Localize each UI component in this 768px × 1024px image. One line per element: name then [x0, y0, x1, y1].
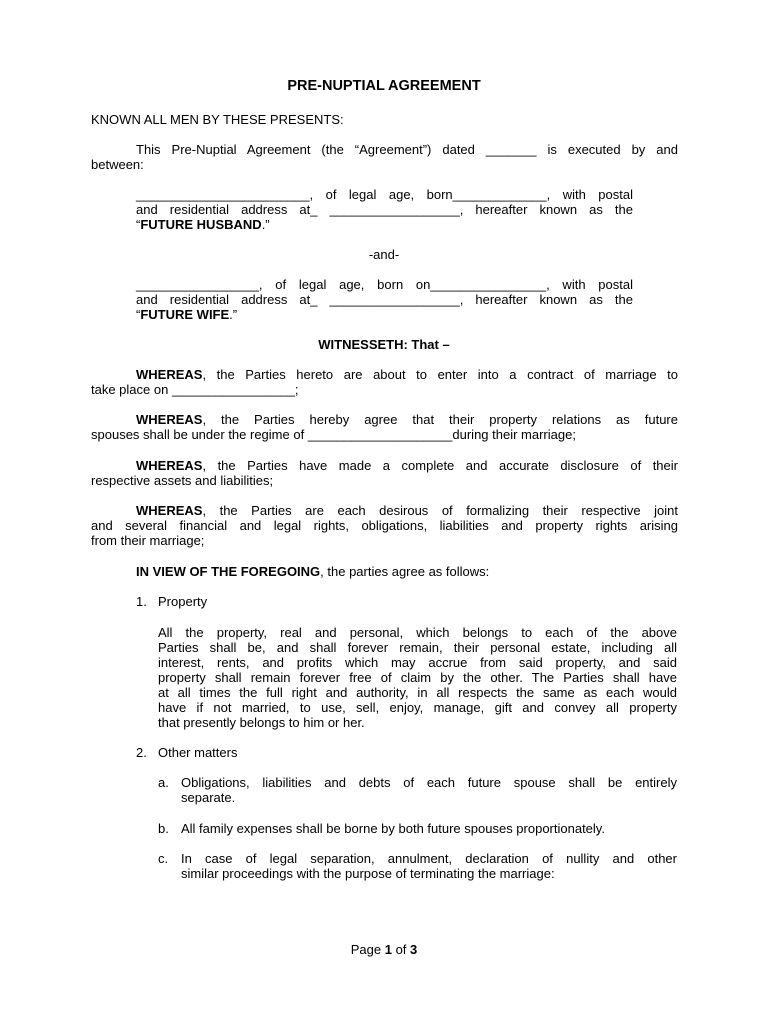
section-1-number: 1. [136, 594, 147, 609]
and-separator: -and- [368, 247, 400, 262]
in-view-line: IN VIEW OF THE FOREGOING, the parties agree as follows: [136, 564, 490, 579]
husband-line-3: “FUTURE HUSBAND.” [136, 217, 270, 232]
whereas-clause-2: WHEREAS, the Parties hereby agree that their property relations as future spouses shall be under the regime of ____________________during their marriage; [91, 412, 678, 442]
section-1-heading: Property [158, 594, 208, 609]
section-2-number: 2. [136, 745, 147, 760]
item-a-letter: a. [158, 775, 169, 790]
item-a-text: Obligations, liabilities and debts of each future spouse shall be entirely separate. [181, 775, 677, 805]
total-pages: 3 [410, 942, 418, 957]
husband-line-1: ________________________, of legal age, born_____________, with postal [136, 187, 633, 202]
wife-line-3: “FUTURE WIFE.” [136, 307, 238, 322]
opening-line: KNOWN ALL MEN BY THESE PRESENTS: [91, 112, 344, 127]
item-b-text: All family expenses shall be borne by both future spouses proportionately. [181, 821, 605, 836]
item-c-letter: c. [158, 851, 169, 866]
wife-line-2: and residential address at_ __________________, hereafter known as the [136, 292, 633, 307]
husband-block [136, 187, 633, 232]
future-wife-label: FUTURE WIFE [140, 307, 230, 322]
whereas-clause-3: WHEREAS, the Parties have made a complete and accurate disclosure of their respective assets and liabilities; [91, 458, 678, 488]
intro-line-1: This Pre-Nuptial Agreement (the “Agreement”) dated _______ is executed by and [136, 142, 678, 157]
page-number-footer: Page 1 of 3 [350, 942, 418, 957]
whereas-clause-4: WHEREAS, the Parties are each desirous of formalizing their respective joint and several financial and legal rights, obligations, liabilities and property rights arising from their marriage; [91, 503, 678, 548]
section-1-body: All the property, real and personal, which belongs to each of the above Parties shall be, and shall forever remain, their personal estate, including all interest, rents, and profits which may accrue from said property, and said property shall remain forever free of claim by the other. The Parties shall have at all times the full right and authority, in all respects the same as each would have if not married, to use, sell, enjoy, manage, gift and convey all property that presently belongs to him or her. [158, 625, 677, 730]
wife-block [136, 277, 633, 322]
witnesseth-heading: WITNESSETH: That – [318, 337, 450, 352]
current-page: 1 [384, 942, 392, 957]
husband-line-2: and residential address at_ __________________, hereafter known as the [136, 202, 633, 217]
intro-paragraph [91, 142, 678, 172]
whereas-clause-1: WHEREAS, the Parties hereto are about to enter into a contract of marriage to take place on _________________; [91, 367, 678, 397]
item-c-text: In case of legal separation, annulment, declaration of nullity and other similar proceedings with the purpose of terminating the marriage: [181, 851, 677, 881]
item-b-letter: b. [158, 821, 169, 836]
section-2-heading: Other matters [158, 745, 238, 760]
document-title: PRE-NUPTIAL AGREEMENT [287, 78, 481, 94]
wife-line-1: _________________, of legal age, born on________________, with postal [136, 277, 633, 292]
future-husband-label: FUTURE HUSBAND [140, 217, 262, 232]
intro-line-2: between: [91, 157, 144, 172]
